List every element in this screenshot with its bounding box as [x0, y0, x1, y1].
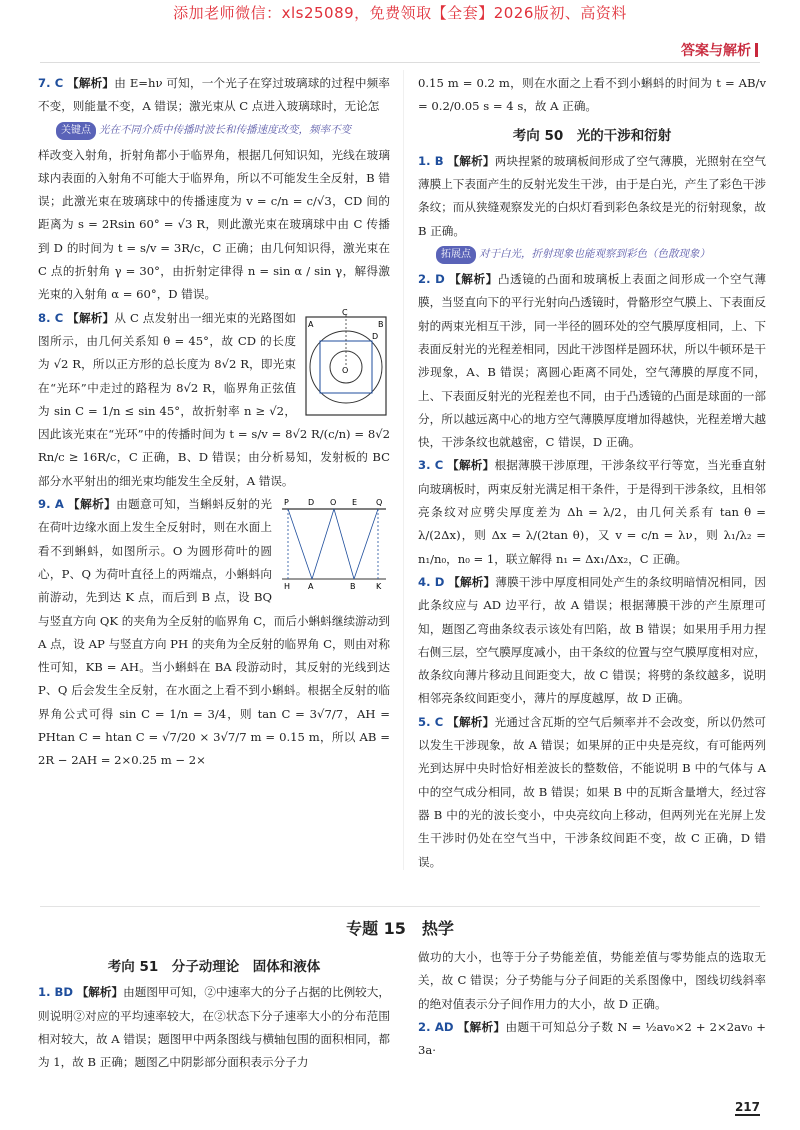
fig9-label-b: B: [350, 582, 356, 592]
answer-q7: [38, 72, 390, 119]
k51-q2-number: 2. AD: [418, 1019, 454, 1034]
fig8-label-a: A: [308, 319, 314, 329]
section-title-k51: 考向 51 分子动理论 固体和液体: [107, 959, 321, 975]
k51-q1-number: 1. BD: [38, 985, 73, 1000]
answer-k51-q1: [38, 981, 390, 1074]
k50-q5-number: 5. C: [418, 714, 444, 729]
k51-q2-text: 由题干可知总分子数 N = ½av₀×2 + 2×2av₀ + 3a·: [418, 1019, 767, 1058]
answer-q7-cont: [38, 144, 390, 307]
tip-q7: [52, 121, 390, 140]
answer-k50-q1: [418, 150, 766, 243]
q9-tag: 【解析】: [68, 497, 117, 512]
k50-q1-text: 两块捏紧的玻璃板间形成了空气薄膜，光照射在空气薄膜上下表面产生的反射光发生干涉，由于是白光，产生了彩色干涉条纹；而从狭缝观察发光的白炽灯看到彩色条纹是光的衍射现象，故 B 正确。: [418, 153, 766, 238]
k50-q5-tag: 【解析】: [447, 714, 495, 729]
k50-q2-text: 凸透镜的凸面和玻璃板上表面之间形成一个空气薄膜，当竖直向下的平行光射向凸透镜时，骨骼形空气膜上、下表面反射的两束光相互干涉，同一半径的圆环处的空气膜厚度相同，上、下表面反射光的光程差相同，因此干涉图样是圆环状，所以牛顿环是干涉现象，A、B 错误；离圆心距离不同处，空气薄膜的厚度不同，上、下表面反射光的光程差也不同，由于凸透镜的凸面是球面的一部分，所以越远离中心的地方空气薄膜厚度增加得越快，光程差增大越快，干涉条纹也就越密，C 错误，D 正确。: [418, 272, 766, 450]
fig9-label-e: E: [352, 498, 358, 508]
column-divider: [403, 70, 404, 870]
tip2-badge: 拓展点: [436, 246, 476, 264]
k50-q4-tag: 【解析】: [448, 574, 496, 589]
answer-q8: [38, 307, 390, 493]
k50-q3-text: 根据薄膜干涉原理，干涉条纹平行等宽，当光垂直射向玻璃板时，两束反射光满足相干条件，于是得到干涉条纹，且相邻亮条纹对应劈尖厚度差为 Δh = λ/2，由几何关系有 tan θ = λ/(2Δx)，则 Δx = λ/(2tan θ)，又 v = c/n = λν，则 λ₁/λ₂ = n₁/n₀，n₀ = 1，联立解得 n₁ = Δx₁/Δx₂，C 正确。: [418, 458, 766, 566]
tip2-text: 对于白光，折射现象也能观察到彩色（色散现象）: [479, 248, 710, 261]
k50-q1-number: 1. B: [418, 153, 444, 168]
topic-divider: [40, 906, 760, 907]
q7-text-1: 由 E=hν 可知，一个光子在穿过玻璃球的过程中频率不变，则能量不变，A 错误；激光束从 C 点进入玻璃球时，无论怎: [38, 76, 390, 114]
q7-text-2: 样改变入射角，折射角都小于临界角，根据几何知识知，光线在玻璃球内表面的入射角不可能大于临界角，所以不可能发生全反射，B 错误；此激光束在玻璃球中的传播速度为 v = c/n = c/√3，CD 间的距离为 s = 2Rsin 60° = √3 R，则此激光束在玻璃球中由 C 传播到 D 的时间为 t = s/v = 3R/c，C 正确；由几何知识得，激光束在 C 点的折射角 γ = 30°，由折射定律得 n = sin α / sin γ，解得激光束的入射角 α = 60°，D 错误。: [38, 147, 390, 302]
k51-q1-tag: 【解析】: [76, 985, 124, 1000]
answer-k50-q5: [418, 711, 766, 874]
figure-q8: [302, 309, 390, 419]
k50-q2-tag: 【解析】: [449, 272, 498, 287]
k51-q1-text: 由题图甲可知，②中速率大的分子占据的比例较大，则说明②对应的平均速率较大，在②状态下分子速率大小的分布范围相对较大，故 A 错误；题图甲中两条图线与横轴包围的面积相同，都为 1，故 B 正确；题图乙中阴影部分面积表示分子力: [38, 985, 390, 1070]
watermark-text: 添加老师微信：xls25089，免费领取【全套】2026版初、高资料: [173, 4, 627, 22]
k50-q3-tag: 【解析】: [447, 458, 495, 473]
left-column: [38, 72, 390, 773]
q7-tag: 【解析】: [67, 76, 115, 90]
fig8-label-c: C: [342, 308, 348, 317]
fig9-label-k: K: [376, 582, 382, 592]
q8-text: 从 C 点发射出一细光束的光路图如图所示，由几何关系知 θ = 45°，故 CD 的长度为 √2 R，所以正方形的总长度为 8√2 R，即光束在“光环”中走过的路程为 8√2 R，临界角正弦值为 sin C = 1/n ≤ sin 45°，故折射率 n ≥ √2，因此该光束在“光环”中的传播时间为 t = s/v = 8√2 R/(c/n) = 8√2 Rn/c ≥ 16R/c，C 正确，B、D 错误；由分析易知，发射板的 BC 部分水平射出的细光束均能发生全反射，A 错误。: [38, 310, 390, 488]
tip-badge: 关键点: [56, 122, 96, 140]
section-title-k50: 考向 50 光的干涉和衍射: [512, 127, 672, 144]
fig8-label-b: B: [378, 319, 384, 329]
tip-text: 光在不同介质中传播时波长和传播速度改变，频率不变: [99, 123, 351, 136]
fig9-label-o: O: [330, 498, 337, 508]
q9-cont-text: 0.15 m = 0.2 m，则在水面之上看不到小蝌蚪的时间为 t = AB/v = 0.2/0.05 s = 4 s，故 A 正确。: [418, 76, 766, 114]
page-number: 217: [734, 1100, 760, 1114]
q9-number: 9. A: [38, 497, 64, 512]
header-divider: [40, 62, 760, 63]
header-title: 答案与解析: [681, 43, 751, 59]
fig9-label-h: H: [284, 582, 291, 592]
k50-q4-text: 薄膜干涉中厚度相同处产生的条纹明暗情况相同，因此条纹应与 AD 边平行，故 A 错误；根据薄膜干涉的产生原理可知，题图乙弯曲条纹表示该处有凹陷，故 B 错误；如果用手用力捏右侧三层，空气膜厚度减小，由干条纹的位置与空气膜厚度相对应，故条纹向薄片移动且间距变大，故 C 错误；将劈的条纹越多，说明相邻亮条纹间距变小，薄片的厚度越厚，故 D 正确。: [418, 574, 766, 706]
page-header: [681, 40, 758, 60]
figure-q9: [278, 495, 390, 591]
right-column-bottom: [418, 946, 766, 1062]
tip-k50-q1: [432, 245, 766, 264]
header-bar: [755, 43, 758, 57]
left-column-bottom: [38, 950, 390, 1074]
fig9-label-q: Q: [376, 498, 383, 508]
answer-k51-q1-cont: [418, 946, 766, 1016]
fig8-label-o: O: [342, 365, 349, 375]
fig8-label-d: D: [372, 331, 379, 341]
k50-q1-tag: 【解析】: [447, 153, 495, 168]
answer-q9-cont: [418, 72, 766, 119]
k51-q1-cont-text: 做功的大小，也等于分子势能差值，势能差值与零势能点的选取无关，故 C 错误；分子势能与分子间距的关系图像中，图线切线斜率的绝对值表示分子间作用力的大小，故 D 正确。: [418, 950, 766, 1011]
k50-q5-text: 光通过含瓦斯的空气后频率并不会改变，所以仍然可以发生干涉现象，故 A 错误；如果屏的正中央是亮纹，有可能两列光到达屏中央时恰好相差波长的整数倍，不能说明 B 中的气体与 A 中的空气成分相同，故 B 错误；如果 B 中的瓦斯含量增大，经过容器 B 中的光的波长变小，中央亮纹向上移动，但两列光在光屏上发生干涉时仍处在空气当中，干涉条纹间距不变，故 C 正确，D 错误。: [418, 714, 766, 869]
q8-tag: 【解析】: [67, 310, 115, 325]
k50-q2-number: 2. D: [418, 272, 445, 287]
fig9-label-a: A: [308, 582, 314, 592]
k50-q4-number: 4. D: [418, 574, 445, 589]
answer-q9: [38, 493, 390, 773]
q8-number: 8. C: [38, 310, 64, 325]
topic-title: 专题 15 热学: [346, 919, 454, 938]
k50-q3-number: 3. C: [418, 458, 444, 473]
answer-k50-q2: [418, 268, 766, 454]
k51-q2-tag: 【解析】: [457, 1019, 506, 1034]
q7-number: 7. C: [38, 76, 64, 90]
fig9-label-p: P: [284, 498, 289, 508]
q9-text: 由题意可知，当蝌蚪反射的光在荷叶边缘水面上发生全反射时，则在水面上看不到蝌蚪，如图所示。O 为圆形荷叶的圆心，P、Q 为荷叶直径上的两端点，小蝌蚪向前游动，先到达 K 点，而后到 B 点，设 BQ 与竖直方向 QK 的夹角为全反射的临界角 C，而后小蝌蚪继续游动到 A 点，设 AP 与竖直方向 PH 的夹角为全反射的临界角 C，则由对称性可知，KB = AH。当小蝌蚪在 BA 段游动时，其反射的光线到达 P、Q 后会发生全反射，在水面之上看不到小蝌蚪。根据全反射的临界角公式可得 sin C = 1/n = 3/4，则 tan C = 3√7/7，AH = PHtan C = htan C = √7/20 × 3√7/7 m = 0.15 m，所以 AB = 2R − 2AH = 2×0.25 m − 2×: [38, 497, 390, 768]
answer-k50-q3: [418, 454, 766, 570]
fig9-label-d: D: [308, 498, 315, 508]
right-column: [418, 72, 766, 874]
answer-k50-q4: [418, 571, 766, 711]
answer-k51-q2: [418, 1016, 766, 1063]
